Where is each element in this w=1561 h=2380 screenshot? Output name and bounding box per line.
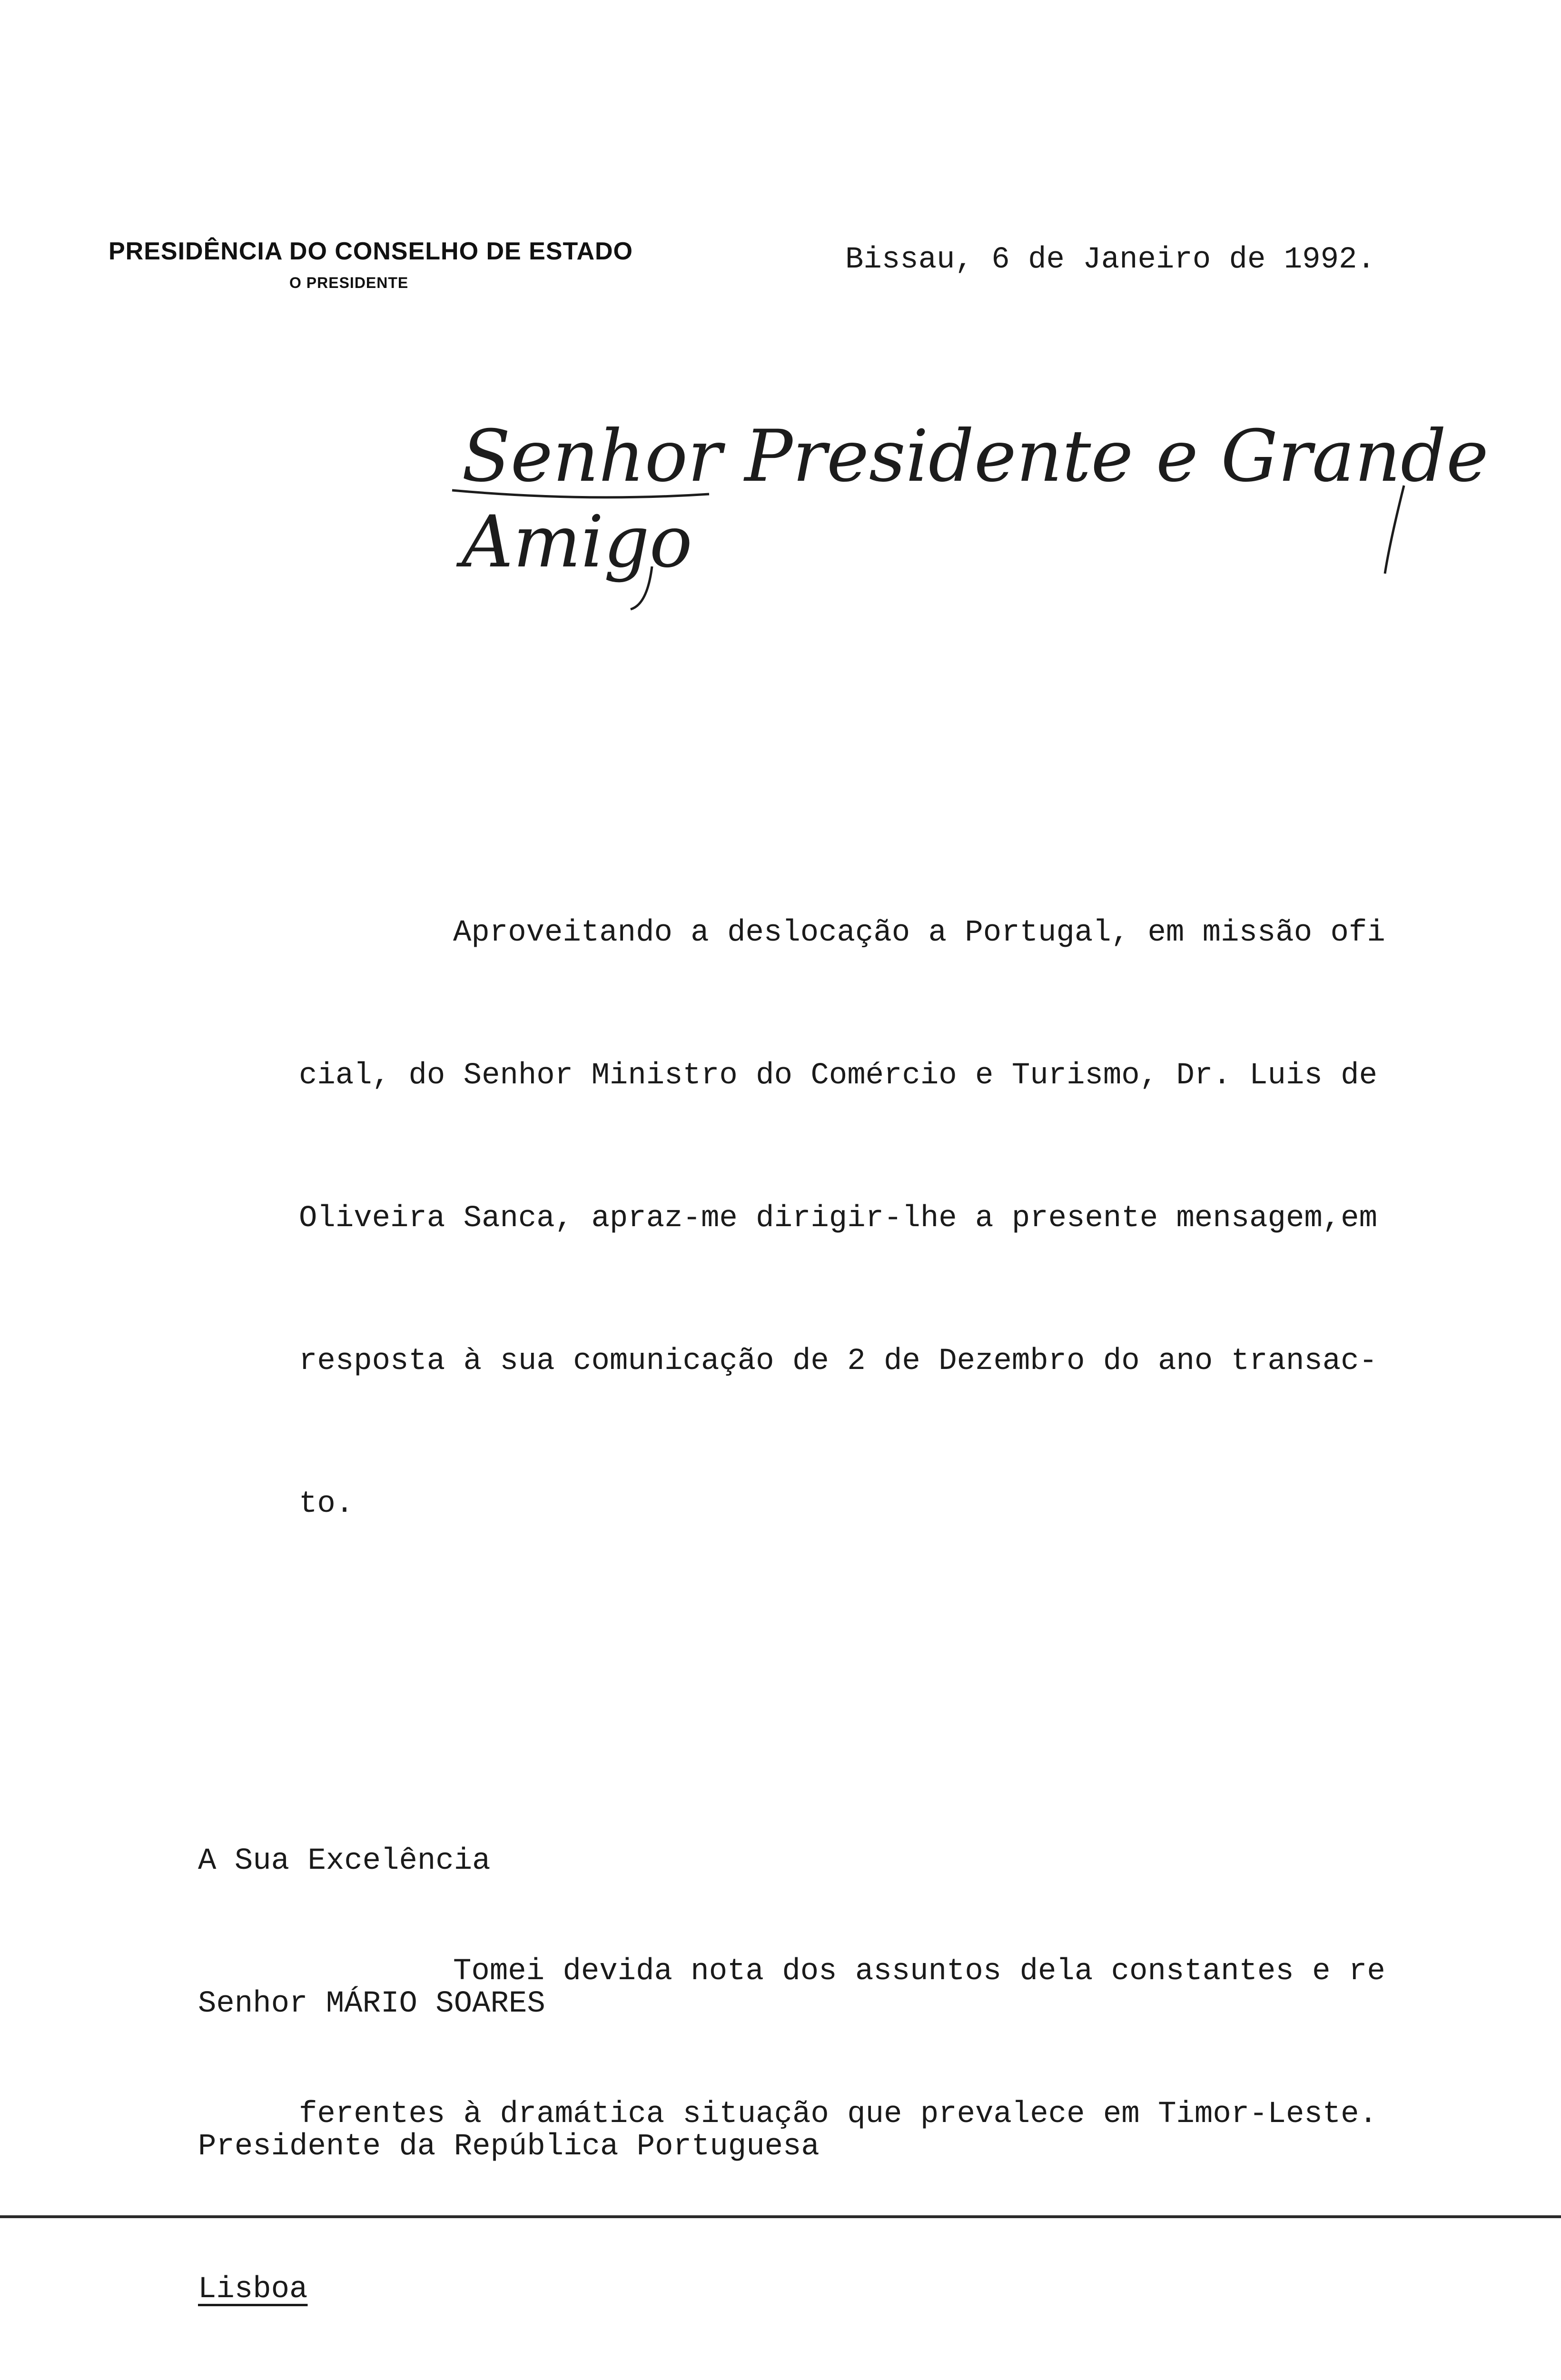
handwritten-salutation (443, 409, 1561, 619)
body-line-text: Aproveitando a deslocação a Portugal, em missão ofi (453, 916, 1385, 950)
paragraph-1 (299, 814, 1385, 1623)
body-line: to. (299, 1487, 354, 1521)
address-line-1: A Sua Excelência (198, 1844, 491, 1878)
address-line-2: Senhor MÁRIO SOARES (198, 1987, 545, 2021)
body-line: Oliveira Sanca, apraz-me dirigir-lhe a presente mensagem,em (299, 1201, 1377, 1236)
letterhead (109, 237, 633, 292)
letterhead-organization: PRESIDÊNCIA DO CONSELHO DE ESTADO (109, 238, 633, 265)
page-bottom-rule (0, 2215, 1561, 2218)
address-line-3: Presidente da República Portuguesa (198, 2130, 820, 2164)
letterhead-title: O PRESIDENTE (289, 274, 409, 291)
body-line: ferentes à dramática situação que prevalece em Timor-Leste. (299, 2097, 1377, 2132)
recipient-address (198, 1742, 820, 2361)
address-city: Lisboa (198, 2272, 308, 2307)
body-line: Tomei devida nota dos assuntos dela constantes e re (453, 1954, 1385, 1989)
salutation-line-1: Senhor Presidente e Grande (462, 415, 1489, 498)
salutation-line-2: Amigo (462, 501, 692, 584)
body-line (299, 909, 1385, 957)
body-line: resposta à sua comunicação de 2 de Dezembro do ano transac- (299, 1344, 1377, 1378)
dateline: Bissau, 6 de Janeiro de 1992. (845, 243, 1375, 277)
body-line: cial, do Senhor Ministro do Comércio e Turismo, Dr. Luis de (299, 1059, 1377, 1093)
